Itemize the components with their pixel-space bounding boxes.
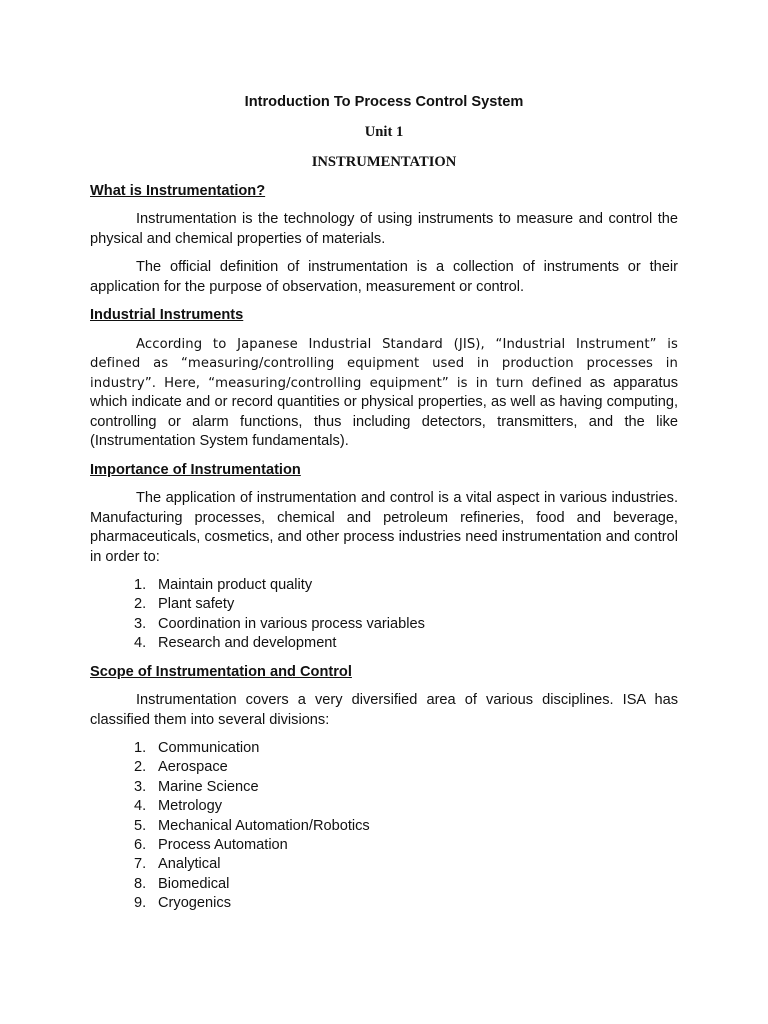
- paragraph-definition: Instrumentation is the technology of using instruments to measure and control the physical and chemical properties of materials.: [90, 211, 678, 247]
- list-number: 8.: [134, 875, 147, 892]
- list-number: 4.: [134, 798, 147, 815]
- list-item: [90, 576, 678, 595]
- list-item: [90, 797, 678, 816]
- list-item: [90, 817, 678, 836]
- list-text: Biomedical: [158, 875, 230, 892]
- list-item: [90, 894, 678, 913]
- heading-what-is-instrumentation: What is Instrumentation?: [90, 182, 266, 199]
- list-item: [90, 615, 678, 634]
- heading-importance-of-instrumentation: Importance of Instrumentation: [90, 461, 301, 478]
- list-number: 2.: [134, 759, 147, 776]
- paragraph-official-definition: The official definition of instrumentation is a collection of instruments or their application for the purpose of observation, measurement or control.: [90, 259, 678, 295]
- list-text: Maintain product quality: [158, 577, 313, 593]
- list-item: [90, 739, 678, 758]
- list-text: Communication: [158, 740, 260, 757]
- list-number: 5.: [134, 817, 147, 834]
- scope-list: [90, 739, 678, 914]
- list-number: 6.: [134, 837, 147, 854]
- list-text: Analytical: [158, 856, 221, 873]
- list-number: 2.: [134, 596, 147, 613]
- list-text: Cryogenics: [158, 895, 231, 912]
- document-page: [90, 90, 678, 914]
- list-text: Research and development: [158, 635, 337, 652]
- list-number: 4.: [134, 635, 147, 652]
- document-subtitle: INSTRUMENTATION: [311, 154, 457, 170]
- list-item: [90, 778, 678, 797]
- list-number: 3.: [134, 778, 147, 795]
- list-text: Plant safety: [158, 596, 235, 613]
- list-number: 3.: [134, 615, 147, 632]
- list-item: [90, 634, 678, 653]
- importance-list: [90, 576, 678, 654]
- list-number: 7.: [134, 856, 147, 873]
- list-text: Process Automation: [158, 837, 288, 854]
- list-item: [90, 758, 678, 777]
- list-item: [90, 836, 678, 855]
- list-text: Aerospace: [158, 759, 228, 776]
- list-item: [90, 855, 678, 874]
- list-text: Marine Science: [158, 778, 259, 795]
- heading-industrial-instruments: Industrial Instruments: [90, 307, 244, 323]
- list-item: [90, 595, 678, 614]
- paragraph-scope: Instrumentation covers a very diversified area of various disciplines. ISA has classified them into several divisions:: [90, 692, 678, 728]
- list-text: Mechanical Automation/Robotics: [158, 817, 370, 834]
- list-number: 1.: [134, 577, 147, 593]
- jis-apparatus-text: as apparatus which indicate and or record quantities or physical properties, as well as having computing, controlling or alarm functions, thus including detectors, transmitters, and the like (Instrumentation System fundamentals).: [90, 374, 678, 449]
- list-number: 9.: [134, 895, 147, 912]
- list-text: Coordination in various process variables: [158, 615, 425, 632]
- jis-quote-text: According to Japanese Industrial Standard (JIS), “Industrial Instrument” is defined as “measuring/controlling equipment used in production processes in industry”. Here, “measuring/controlling equipment” is in turn defined: [90, 336, 678, 391]
- paragraph-jis-definition: [90, 335, 678, 452]
- list-text: Metrology: [158, 798, 223, 815]
- list-number: 1.: [134, 740, 147, 757]
- heading-scope-of-instrumentation: Scope of Instrumentation and Control: [90, 663, 352, 680]
- list-item: [90, 875, 678, 894]
- paragraph-importance: The application of instrumentation and control is a vital aspect in various industries. Manufacturing processes, chemical and petroleum refineries, food and beverage, pharmaceuticals, cosmetics, and other process industries need instrumentation and control in order to:: [90, 490, 678, 565]
- document-title: Introduction To Process Control System: [244, 94, 524, 110]
- unit-label: Unit 1: [364, 123, 404, 140]
